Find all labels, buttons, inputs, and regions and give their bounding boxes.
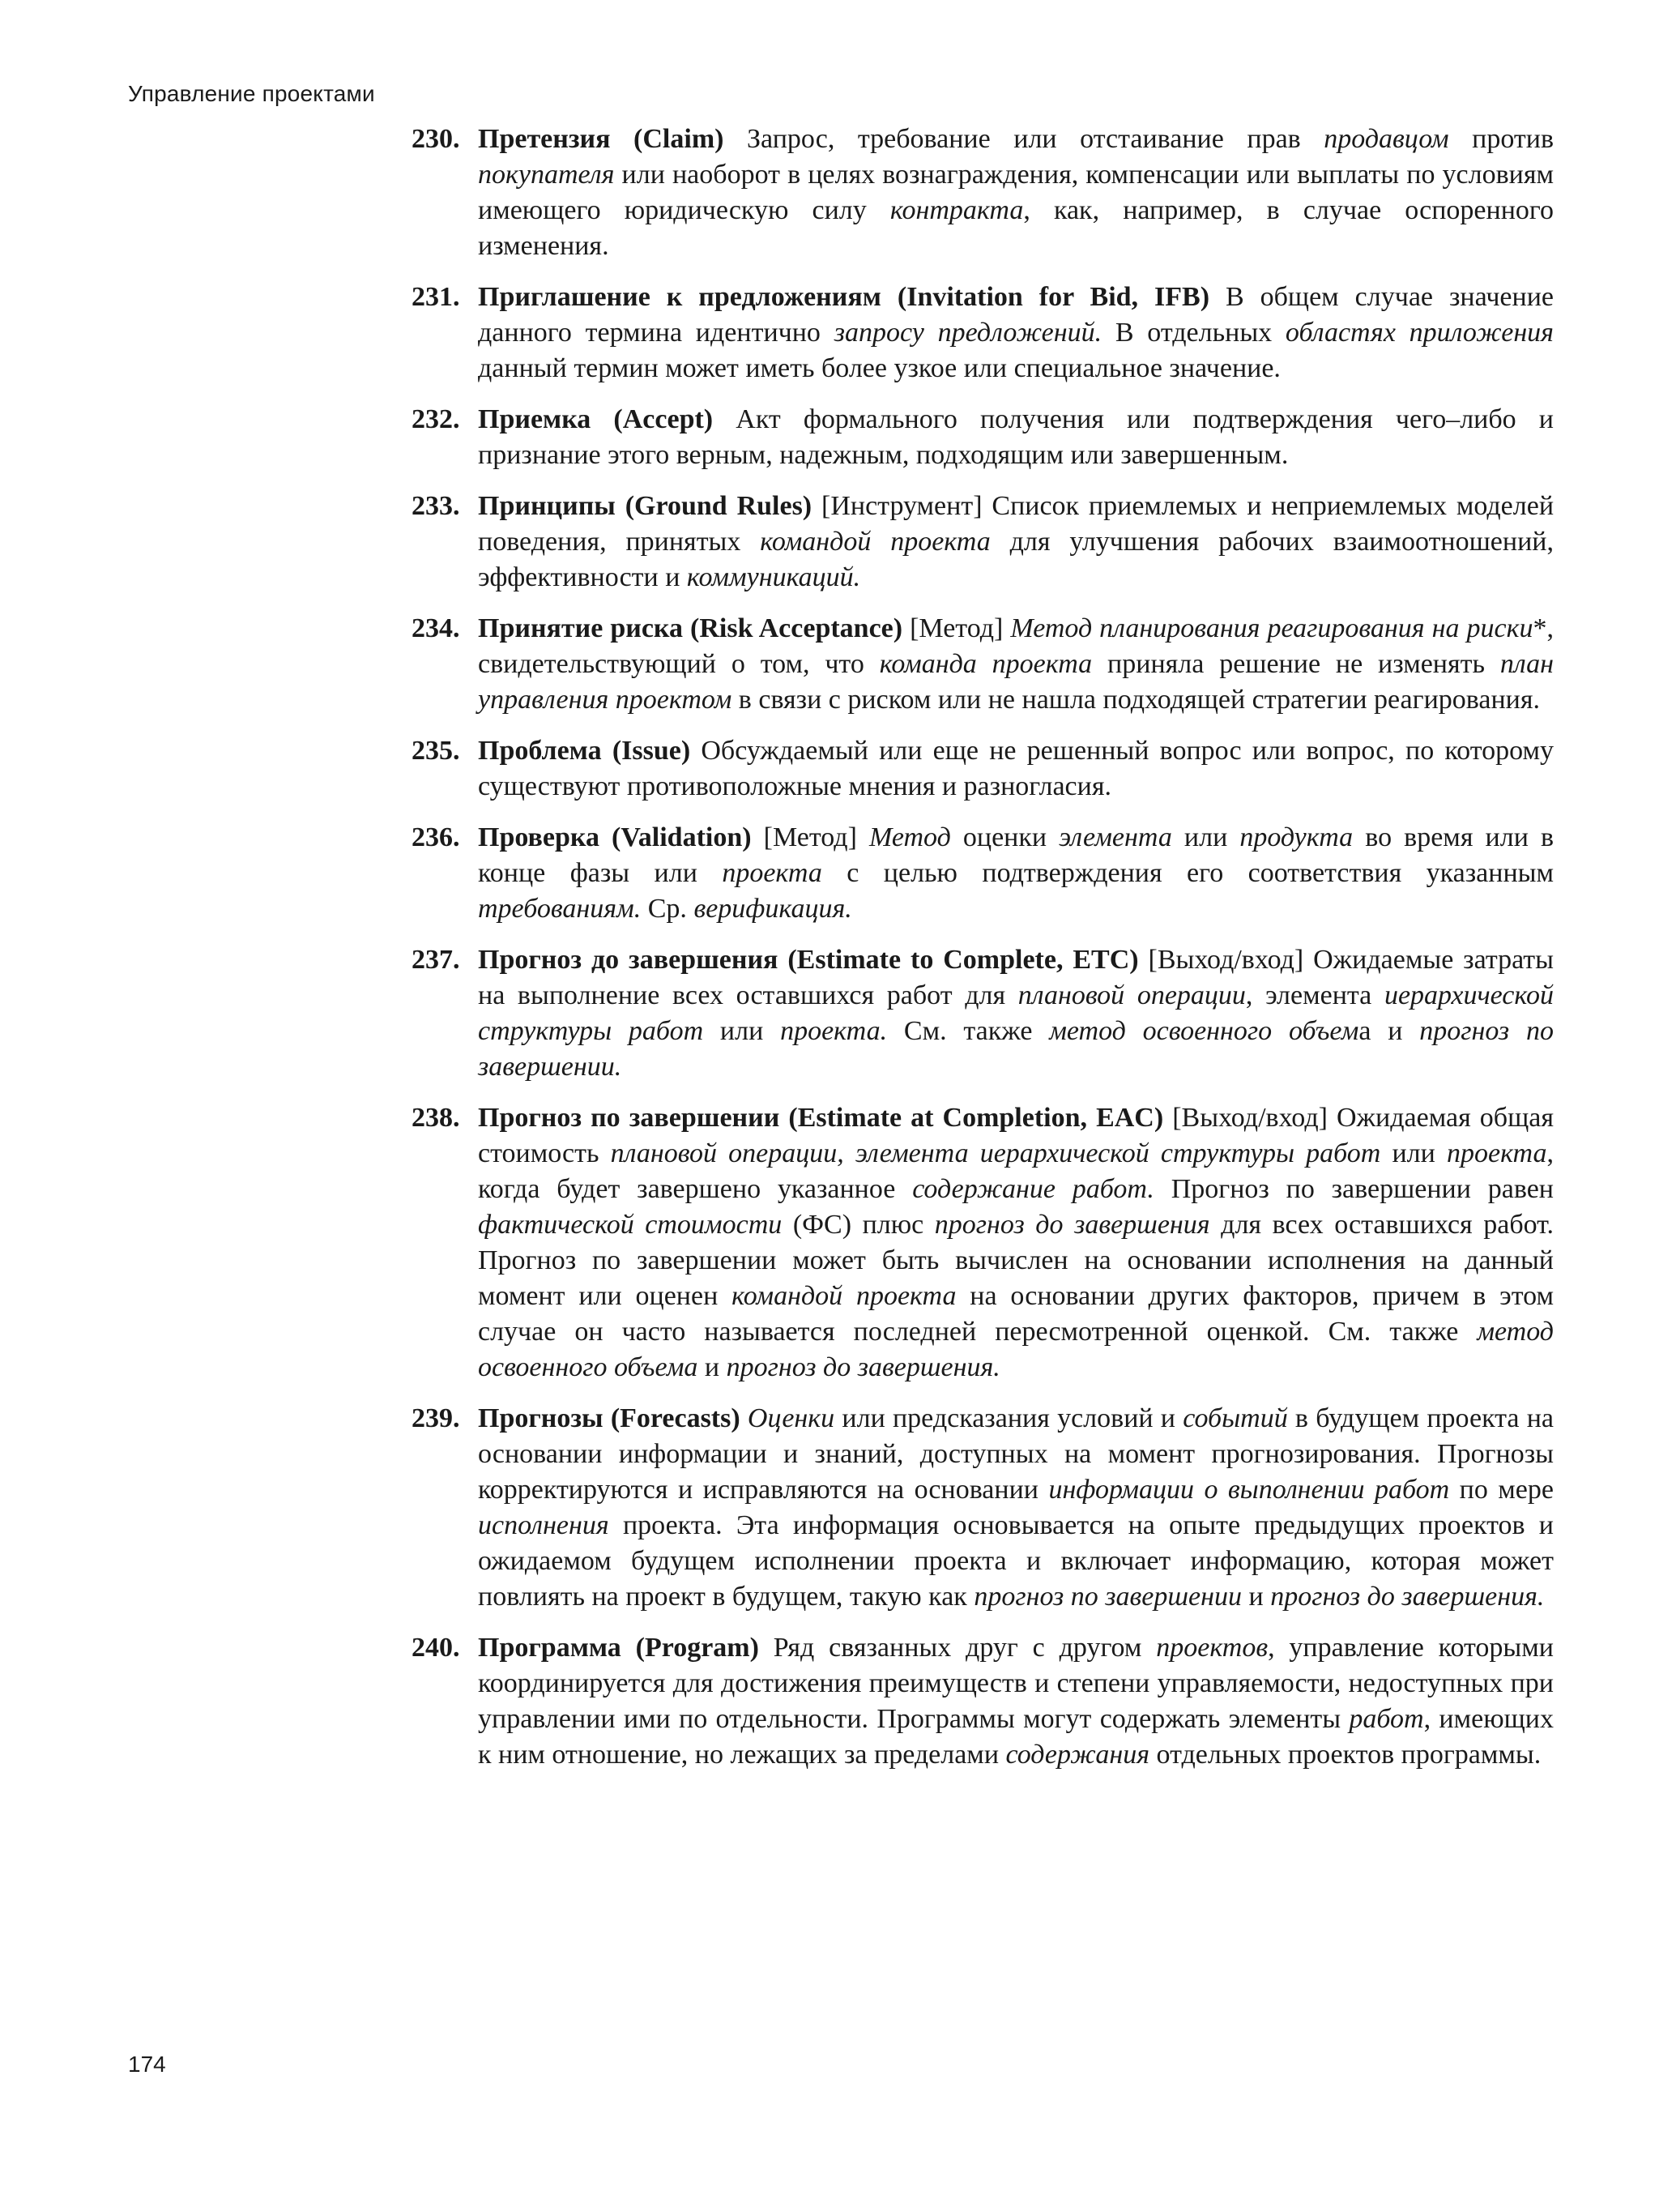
italic-term-reference: плановой операции, элемента иерархической структуры работ <box>610 1138 1381 1168</box>
entry-term: Претензия <box>478 124 611 154</box>
italic-term-reference: прогноз до завершения <box>934 1210 1210 1240</box>
definition-text: [Метод] <box>751 822 869 852</box>
definition-text: , управление которыми координируется для достижения преимуществ и степени управляемости, недоступных при управлении ими по отдельности. Программы могут содержать элементы <box>478 1633 1554 1734</box>
italic-term-reference: элемента <box>1059 822 1172 852</box>
definition-text: Ср. <box>641 894 694 924</box>
italic-term-reference: иерархической структуры работ <box>478 980 1555 1046</box>
italic-term-reference: фактической стоимости <box>478 1210 783 1240</box>
italic-term-reference: содержание работ. <box>912 1174 1154 1204</box>
glossary-entry <box>412 489 1554 596</box>
definition-text: Обсуждаемый или еще не решенный вопрос или вопрос, по которому существуют противоположные мнения и разногласия. <box>478 736 1554 801</box>
definition-text <box>740 1403 748 1433</box>
italic-term-reference: Метод <box>869 822 951 852</box>
entry-term: Проверка <box>478 822 599 852</box>
entry-english-term: (Ground Rules) <box>625 491 812 521</box>
definition-text: в связи с риском или не нашла подходящей стратегии реагирования. <box>731 685 1540 715</box>
entry-english-term: (Forecasts) <box>610 1403 740 1433</box>
italic-term-reference: исполнения <box>478 1510 609 1540</box>
definition-text: Акт формального получения или подтверждения чего–либо и признание этого верным, надежным, подходящим или завершенным. <box>478 404 1554 470</box>
italic-term-reference: работ <box>1349 1704 1424 1734</box>
definition-text: (ФС) плюс <box>782 1210 935 1240</box>
italic-term-reference: покупателя <box>478 160 615 190</box>
running-title: Управление проектами <box>128 81 375 106</box>
definition-text: [Выход/вход] Ожидаемые затраты на выполнение всех оставшихся работ для <box>478 945 1555 1010</box>
entry-definition <box>478 1403 1554 1612</box>
definition-text: , имеющих к ним отношение, но лежащих за пределами <box>478 1704 1554 1770</box>
italic-term-reference: прогноз по завершении <box>974 1582 1242 1612</box>
page-number: 174 <box>128 2052 166 2077</box>
italic-term-reference: метод освоенного объем <box>1049 1016 1359 1046</box>
italic-term-reference: план управления проектом <box>478 649 1554 715</box>
entry-number: 237. <box>412 945 460 975</box>
definition-text: и <box>697 1352 727 1382</box>
italic-term-reference: прогноз по завершении. <box>478 1016 1554 1082</box>
definition-text: В отдельных <box>1102 318 1286 348</box>
definition-text: проекта. Эта информация основывается на опыте предыдущих проектов и ожидаемом будущем исполнении проекта и включает информацию, которая может повлиять на проект в будущем, такую как <box>478 1510 1554 1612</box>
italic-term-reference: коммуникаций. <box>686 562 861 592</box>
glossary-entry <box>412 402 1554 473</box>
italic-term-reference: проекта <box>1446 1138 1547 1168</box>
definition-text: В общем случае значение данного термина идентично <box>478 282 1554 348</box>
glossary-entry <box>412 122 1554 264</box>
italic-term-reference: плановой операции <box>1017 980 1246 1010</box>
definition-text: , когда будет завершено указанное <box>478 1138 1554 1204</box>
entry-number: 238. <box>412 1103 460 1133</box>
definition-text: [Выход/вход] Ожидаемая общая стоимость <box>478 1103 1554 1168</box>
entry-number: 231. <box>412 282 460 312</box>
entry-term: Принятие риска <box>478 613 683 643</box>
definition-text: а и <box>1358 1016 1420 1046</box>
italic-term-reference: командой проекта <box>731 1281 957 1311</box>
entry-term: Прогноз до завершения <box>478 945 778 975</box>
glossary-entry <box>412 280 1554 386</box>
italic-term-reference: продавцом <box>1324 124 1449 154</box>
italic-term-reference: запросу предложений. <box>834 318 1102 348</box>
entry-english-term: (Risk Acceptance) <box>690 613 903 643</box>
glossary-entry <box>412 820 1554 927</box>
italic-term-reference: проекта <box>722 858 822 888</box>
italic-term-reference: требованиям. <box>478 894 642 924</box>
entry-number: 240. <box>412 1633 460 1663</box>
glossary-entry <box>412 1401 1554 1615</box>
definition-text: по мере <box>1449 1475 1554 1505</box>
italic-term-reference: содержания <box>1005 1740 1150 1770</box>
definition-text: , как, например, в случае оспоренного изменения. <box>478 195 1554 261</box>
definition-text: приняла решение не изменять <box>1092 649 1500 679</box>
definition-text: или <box>1171 822 1240 852</box>
definition-text: на основании других факторов, причем в этом случае он часто называется последней пересмотренной оценкой. См. также <box>478 1281 1554 1347</box>
entry-english-term: (Validation) <box>612 822 752 852</box>
entry-term: Прогнозы <box>478 1403 603 1433</box>
definition-text: См. также <box>887 1016 1050 1046</box>
definition-text: во время или в конце фазы или <box>478 822 1555 888</box>
definition-text: в будущем проекта на основании информации и знаний, доступных на момент прогнозирования. Прогнозы корректируются и исправляются на основании <box>478 1403 1555 1505</box>
entry-number: 239. <box>412 1403 460 1433</box>
entry-number: 235. <box>412 736 460 766</box>
definition-text: [Инструмент] Список приемлемых и неприемлемых моделей поведения, принятых <box>478 491 1555 557</box>
italic-term-reference: проекта. <box>780 1016 888 1046</box>
entry-english-term: (Issue) <box>612 736 691 766</box>
italic-term-reference: областях приложения <box>1285 318 1554 348</box>
entry-term: Приглашение к предложениям <box>478 282 881 312</box>
italic-term-reference: Метод планирования реагирования на риски <box>1010 613 1533 643</box>
definition-text: для улучшения рабочих взаимоотношений, эффективности и <box>478 527 1554 592</box>
italic-term-reference: команда проекта <box>879 649 1093 679</box>
definition-text: *, свидетельствующий о том, что <box>478 613 1554 679</box>
italic-term-reference: командой проекта <box>760 527 991 557</box>
definition-text: для всех оставшихся работ. Прогноз по завершении может быть вычислен на основании исполнения на данный момент или оценен <box>478 1210 1554 1311</box>
definition-text: против <box>1448 124 1555 154</box>
definition-text: Запрос, требование или отстаивание прав <box>723 124 1324 154</box>
glossary-entry <box>412 611 1554 718</box>
italic-term-reference: событий <box>1183 1403 1288 1433</box>
glossary-entry <box>412 942 1554 1085</box>
definition-text: с целью подтверждения его соответствия указанным <box>821 858 1555 888</box>
definition-text: или <box>703 1016 781 1046</box>
definition-text: , элемента <box>1245 980 1384 1010</box>
entry-english-term: (Accept) <box>613 404 714 434</box>
entry-number: 232. <box>412 404 460 434</box>
entry-number: 230. <box>412 124 460 154</box>
definition-text: [Метод] <box>902 613 1011 643</box>
definition-text: или предсказания условий и <box>834 1403 1183 1433</box>
definition-text: или наоборот в целях вознаграждения, компенсации или выплаты по условиям имеющего юридическую силу <box>478 160 1554 225</box>
entry-number: 233. <box>412 491 460 521</box>
italic-term-reference: верификация. <box>693 894 852 924</box>
italic-term-reference: продукта <box>1239 822 1354 852</box>
entry-term: Проблема <box>478 736 602 766</box>
definition-text: Прогноз по завершении равен <box>1154 1174 1554 1204</box>
entry-term: Приемка <box>478 404 591 434</box>
entry-english-term: (Program) <box>635 1633 759 1663</box>
glossary-entry <box>412 1630 1554 1773</box>
glossary-entry <box>412 733 1554 805</box>
entry-term: Прогноз по завершении <box>478 1103 780 1133</box>
definition-text: или <box>1380 1138 1447 1168</box>
italic-term-reference: проектов <box>1156 1633 1269 1663</box>
italic-term-reference: прогноз до завершения. <box>1270 1582 1545 1612</box>
definition-text: Ряд связанных друг с другом <box>758 1633 1157 1663</box>
entry-term: Принципы <box>478 491 616 521</box>
entry-number: 236. <box>412 822 460 852</box>
entry-english-term: (Estimate to Complete, ETC) <box>787 945 1139 975</box>
entry-term: Программа <box>478 1633 621 1663</box>
glossary-entry <box>412 1100 1554 1386</box>
glossary-list <box>412 122 1554 1788</box>
italic-term-reference: прогноз до завершения. <box>726 1352 1000 1382</box>
definition-text: отдельных проектов программы. <box>1149 1740 1542 1770</box>
entry-number: 234. <box>412 613 460 643</box>
entry-english-term: (Claim) <box>633 124 724 154</box>
italic-term-reference: метод освоенного объема <box>478 1317 1554 1382</box>
definition-text: данный термин может иметь более узкое или специальное значение. <box>478 353 1281 383</box>
definition-text: и <box>1242 1582 1271 1612</box>
italic-term-reference: контракта <box>889 195 1024 225</box>
italic-term-reference: информации о выполнении работ <box>1048 1475 1450 1505</box>
entry-english-term: (Estimate at Completion, EAC) <box>788 1103 1164 1133</box>
entry-definition <box>478 1103 1554 1382</box>
entry-english-term: (Invitation for Bid, IFB) <box>897 282 1210 312</box>
definition-text: оценки <box>950 822 1060 852</box>
italic-term-reference: Оценки <box>747 1403 835 1433</box>
